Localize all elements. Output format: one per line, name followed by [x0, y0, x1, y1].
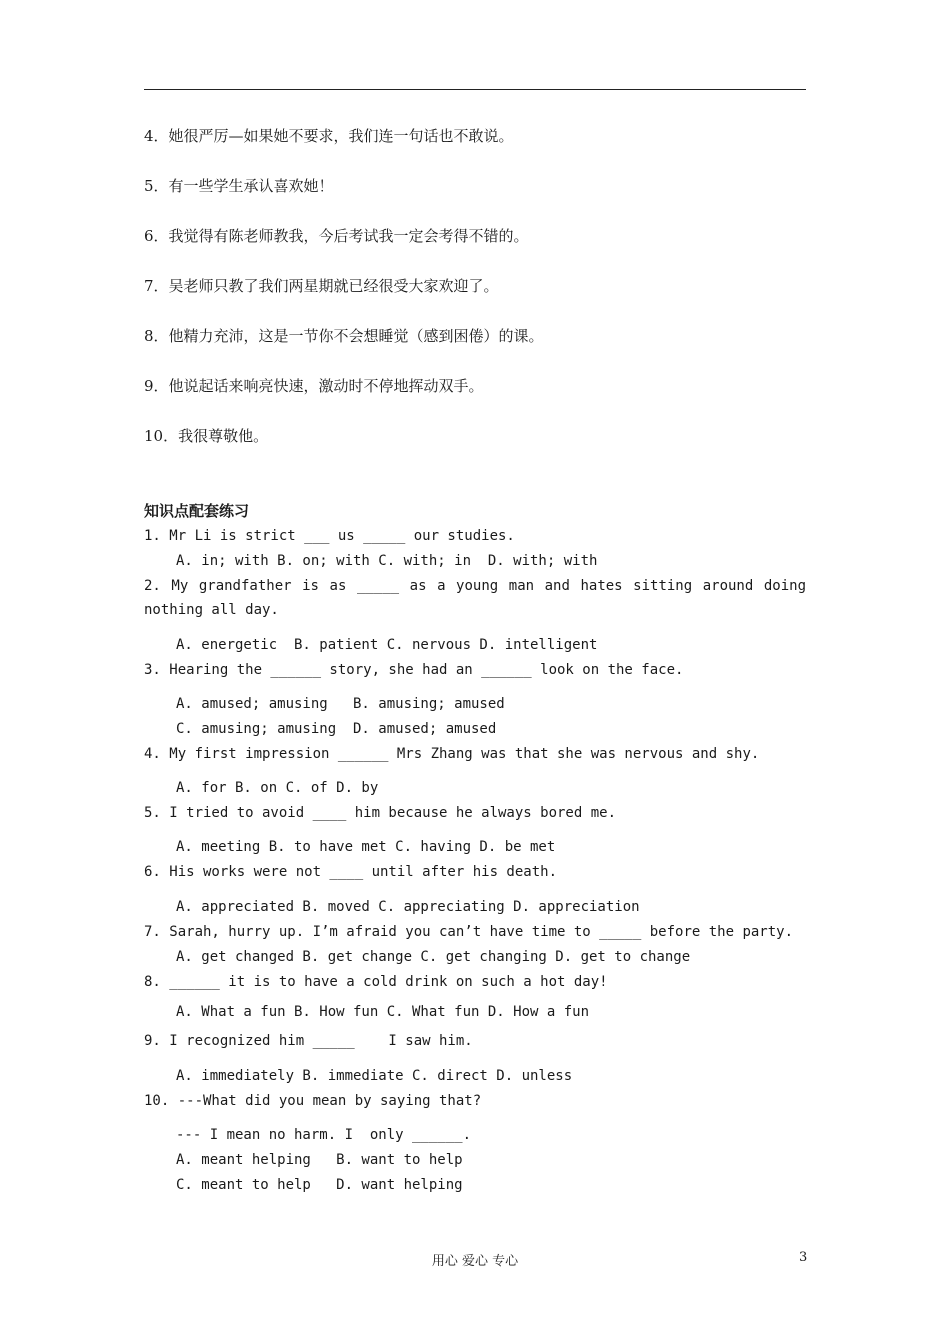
question-3-options-1: A. amused; amusing B. amusing; amused [176, 696, 505, 712]
question-2-continued: nothing all day. [144, 602, 279, 618]
question-5-options: A. meeting B. to have met C. having D. be met [176, 839, 556, 855]
question-1-options: A. in; with B. on; with C. with; in D. with; with [176, 553, 598, 569]
footer-motto: 用心 爱心 专心 [431, 1254, 519, 1269]
question-10: 10. ---What did you mean by saying that? [144, 1093, 482, 1109]
translation-item-7: 7．吴老师只教了我们两星期就已经很受大家欢迎了。 [144, 277, 499, 295]
question-2: 2. My grandfather is as _____ as a young man and hates sitting around doing [144, 578, 806, 594]
question-1: 1. Mr Li is strict ___ us _____ our studies. [144, 528, 515, 544]
translation-item-9: 9．他说起话来响亮快速，激动时不停地挥动双手。 [144, 377, 484, 395]
question-4-options: A. for B. on C. of D. by [176, 780, 379, 796]
translation-item-4: 4．她很严厉—如果她不要求，我们连一句话也不敢说。 [144, 127, 514, 145]
question-8-options: A. What a fun B. How fun C. What fun D. How a fun [176, 1004, 590, 1020]
question-4: 4. My first impression ______ Mrs Zhang was that she was nervous and shy. [144, 746, 760, 762]
question-5: 5. I tried to avoid ____ him because he always bored me. [144, 805, 617, 821]
translation-item-5: 5．有一些学生承认喜欢她！ [144, 177, 334, 195]
question-10-options-1: A. meant helping B. want to help [176, 1152, 463, 1168]
question-10-response: --- I mean no harm. I only ______. [176, 1127, 472, 1143]
translation-item-8: 8．他精力充沛，这是一节你不会想睡觉（感到困倦）的课。 [144, 327, 544, 345]
question-10-options-2: C. meant to help D. want helping [176, 1177, 463, 1193]
question-8: 8. ______ it is to have a cold drink on such a hot day! [144, 974, 608, 990]
question-9: 9. I recognized him _____ I saw him. [144, 1033, 473, 1049]
question-6-options: A. appreciated B. moved C. appreciating D. appreciation [176, 899, 640, 915]
question-3-options-2: C. amusing; amusing D. amused; amused [176, 721, 497, 737]
section-title: 知识点配套练习 [144, 502, 250, 520]
question-2-options: A. energetic B. patient C. nervous D. intelligent [176, 637, 598, 653]
question-7: 7. Sarah, hurry up. I’m afraid you can’t have time to _____ before the party. [144, 924, 794, 940]
page-number: 3 [799, 1250, 808, 1265]
question-7-options: A. get changed B. get change C. get changing D. get to change [176, 949, 691, 965]
question-9-options: A. immediately B. immediate C. direct D. unless [176, 1068, 573, 1084]
question-6: 6. His works were not ____ until after his death. [144, 864, 558, 880]
header-rule [144, 89, 806, 90]
translation-item-6: 6．我觉得有陈老师教我，今后考试我一定会考得不错的。 [144, 227, 529, 245]
question-3: 3. Hearing the ______ story, she had an ______ look on the face. [144, 662, 684, 678]
translation-item-10: 10．我很尊敬他。 [144, 427, 269, 445]
